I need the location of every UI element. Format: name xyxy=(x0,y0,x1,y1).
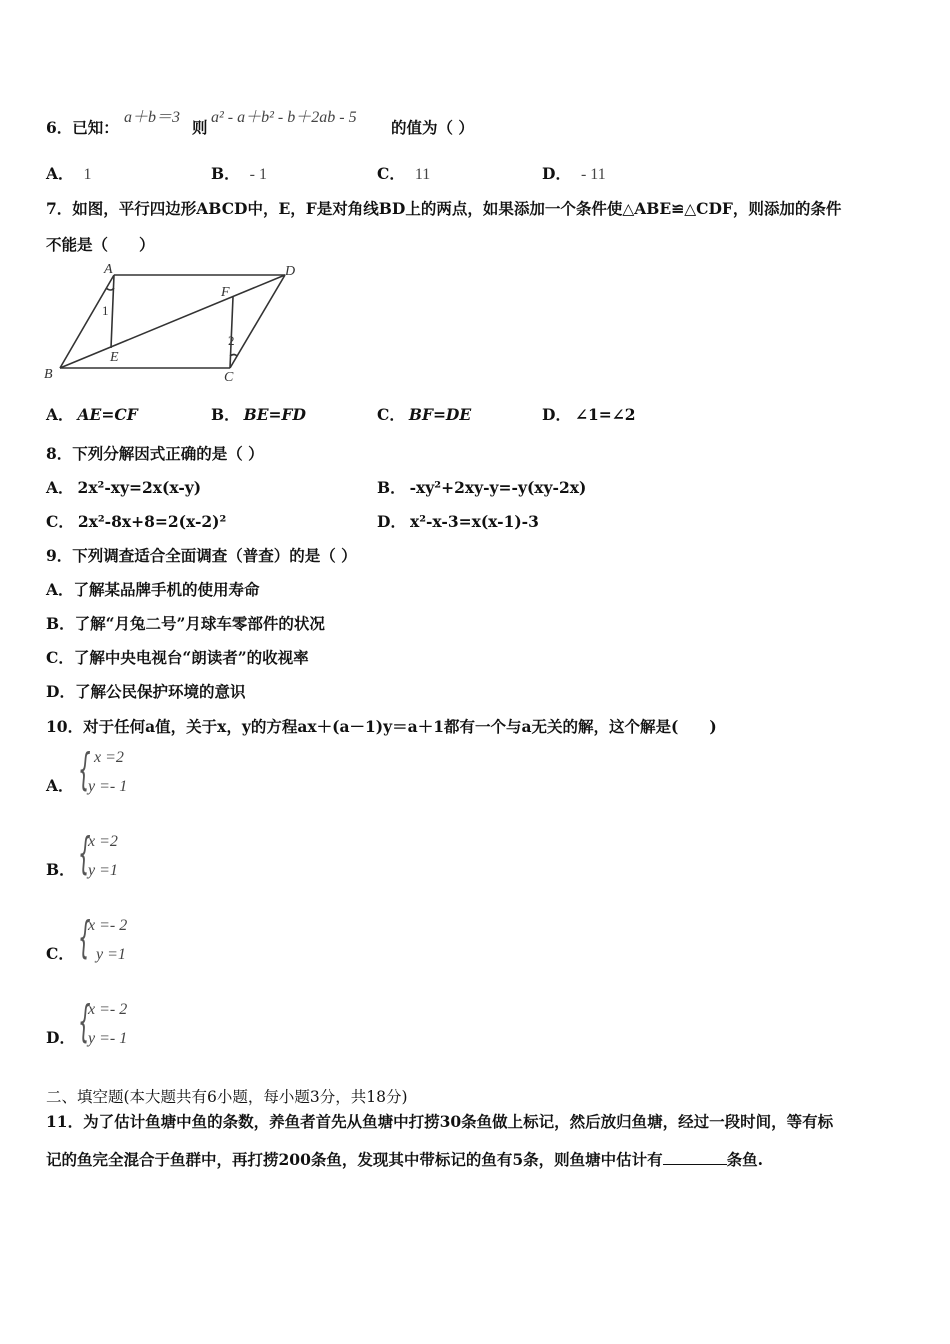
q9-option-b: B．了解“月兔二号”月球车零部件的状况 xyxy=(46,614,325,633)
q10-option-c-system: { x =- 2 y =1 xyxy=(78,912,128,963)
brace-icon: { xyxy=(78,744,91,795)
q6-expression-math: a² - a＋b² - b＋2ab - 5 xyxy=(211,109,357,126)
q10-option-d-system: { x =- 2 y =- 1 xyxy=(78,996,128,1047)
brace-icon: { xyxy=(78,912,91,963)
q6-expression xyxy=(211,104,357,127)
q7-option-a: A． AE=CF xyxy=(46,405,138,424)
edge-dc xyxy=(230,275,285,368)
q10-option-b-label: B． xyxy=(46,860,75,879)
q10-option-a-system: { x =2 y =- 1 xyxy=(78,744,128,795)
q8-option-a: A． 2x²-xy=2x(x-y) xyxy=(46,478,202,497)
q6-option-c: C． 11 xyxy=(377,164,431,183)
angle-2-arc xyxy=(230,355,237,357)
brace-icon: { xyxy=(78,828,91,879)
q6-suffix: 的值为（ ） xyxy=(391,118,474,137)
q7-option-b: B． BE=FD xyxy=(211,405,306,424)
label-e: E xyxy=(110,350,119,365)
brace-icon: { xyxy=(78,996,91,1047)
q9-stem: 9．下列调查适合全面调查（普查）的是（ ） xyxy=(46,546,357,565)
q9-option-d: D．了解公民保护环境的意识 xyxy=(46,682,246,701)
q7-stem-line2: 不能是（ ） xyxy=(46,235,155,254)
q6-then: 则 xyxy=(192,118,208,137)
label-b: B xyxy=(44,367,53,382)
q9-option-c: C．了解中央电视台“朗读者”的收视率 xyxy=(46,648,309,667)
q10-stem: 10．对于任何a值，关于x，y的方程ax＋(a－1)y＝a＋1都有一个与a无关的解，这个解是( ) xyxy=(46,717,717,736)
label-angle-2: 2 xyxy=(228,333,235,348)
q6-condition xyxy=(124,104,180,127)
q6-option-b: B． - 1 xyxy=(211,164,267,183)
answer-blank[interactable] xyxy=(663,1150,727,1165)
q10-option-c-label: C． xyxy=(46,944,74,963)
section-title: 二、填空题(本大题共有6小题，每小题3分，共18分) xyxy=(46,1088,408,1106)
q6-prefix: 6．已知： xyxy=(46,118,119,137)
q6-option-a: A． 1 xyxy=(46,164,92,183)
q7-stem-line1: 7．如图，平行四边形ABCD中，E，F是对角线BD上的两点，如果添加一个条件使△ABE≌△CDF，则添加的条件 xyxy=(46,199,842,218)
edge-ba xyxy=(60,275,114,368)
q10-option-a-label: A． xyxy=(46,776,74,795)
q6-option-d: D． - 11 xyxy=(542,164,606,183)
q11-stem-line1: 11．为了估计鱼塘中鱼的条数，养鱼者首先从鱼塘中打捞30条鱼做上标记，然后放归鱼塘，经过一段时间，等有标 xyxy=(46,1112,834,1131)
q7-parallelogram-figure xyxy=(40,260,305,385)
q10-option-d-label: D． xyxy=(46,1028,75,1047)
q8-stem: 8．下列分解因式正确的是（ ） xyxy=(46,444,264,463)
label-a: A xyxy=(104,262,113,277)
diagonal-bd xyxy=(60,275,285,368)
angle-1-arc xyxy=(106,288,114,290)
q7-option-c: C． BF=DE xyxy=(377,405,472,424)
q10-option-b-system: { x =2 y =1 xyxy=(78,828,118,879)
label-f: F xyxy=(221,285,230,300)
q6-stem xyxy=(46,116,119,138)
q9-option-a: A．了解某品牌手机的使用寿命 xyxy=(46,580,260,599)
q11-stem-line2: 记的鱼完全混合于鱼群中，再打捞200条鱼，发现其中带标记的鱼有5条，则鱼塘中估计有 条鱼. xyxy=(46,1150,764,1169)
q8-option-d: D． x²-x-3=x(x-1)-3 xyxy=(377,512,539,531)
label-d: D xyxy=(285,264,296,279)
q8-option-c: C． 2x²-8x+8=2(x-2)² xyxy=(46,512,227,531)
q8-option-b: B． -xy²+2xy-y=-y(xy-2x) xyxy=(377,478,587,497)
label-c: C xyxy=(224,370,234,385)
label-angle-1: 1 xyxy=(102,303,109,318)
segment-ae xyxy=(111,275,114,348)
q7-option-d: D． ∠1=∠2 xyxy=(542,405,636,424)
q6-condition-math: a＋b＝3 xyxy=(124,109,181,126)
